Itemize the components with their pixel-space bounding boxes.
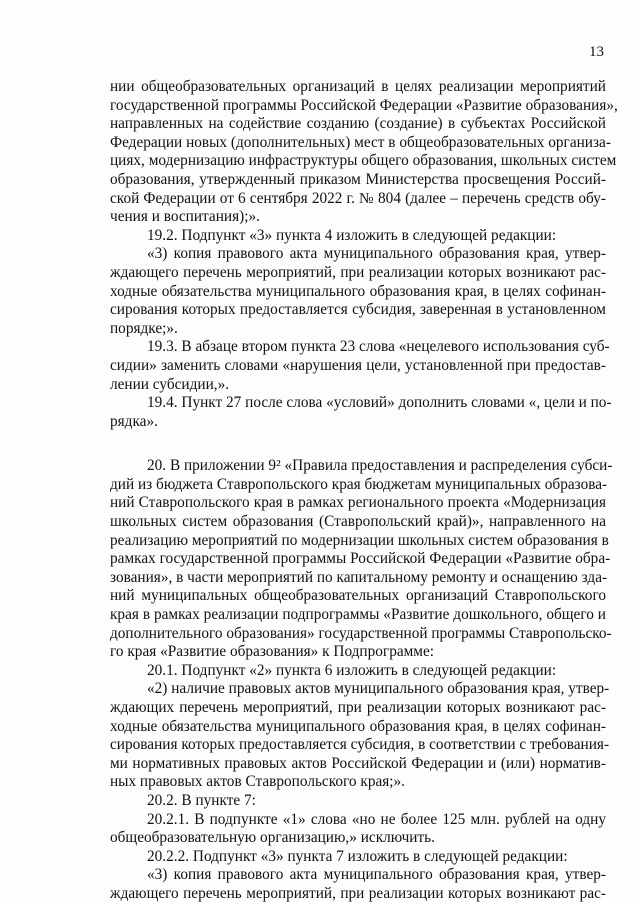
page-number: 13	[589, 44, 604, 60]
text-line: порядке;».	[110, 319, 178, 337]
text-line: ходные обязательства муниципального образования края, в целях софинан-	[110, 717, 606, 735]
text-line: зования», в части мероприятий по капитальному ремонту и оснащению зда-	[110, 568, 608, 586]
text-line: дополнительного образования» государственной программы Ставропольско-	[110, 624, 612, 642]
text-line: го края «Развитие образования» к Подпрограмме:	[110, 643, 435, 661]
text-line: 19.3. В абзаце втором пункта 23 слова «нецелевого использования суб-	[147, 338, 610, 356]
document-body	[110, 78, 618, 904]
text-line: общеобразовательную организацию,» исключить.	[110, 829, 435, 847]
text-line: 20.2. В пункте 7:	[147, 791, 256, 809]
text-line: ми нормативных правовых актов Российской Федерации и (или) норматив-	[110, 754, 606, 772]
text-line: ний Ставропольского края в рамках регионального проекта «Модернизация	[110, 494, 606, 512]
text-line: Федерации новых (дополнительных) мест в общеобразовательных организа-	[110, 133, 611, 151]
text-line: сидии» заменить словами «нарушения цели, установленной при предостав-	[110, 356, 606, 374]
text-line: ний муниципальных общеобразовательных организаций Ставропольского	[110, 587, 606, 605]
text-line: ской Федерации от 6 сентября 2022 г. № 804 (далее – перечень средств обу-	[110, 189, 606, 207]
text-line: лении субсидии,».	[110, 375, 230, 393]
text-line: 20.2.1. В подпункте «1» слова «но не более 125 млн. рублей на одну	[147, 810, 606, 828]
text-line: «2) наличие правовых актов муниципального образования края, утвер-	[147, 680, 610, 698]
text-line: реализацию мероприятий по модернизации школьных систем образования в	[110, 531, 609, 549]
text-line: ходные обязательства муниципального образования края, в целях софинан-	[110, 282, 606, 300]
text-line: чения и воспитания);».	[110, 208, 260, 226]
text-line: ждающего перечень мероприятий, при реализации которых возникают рас-	[110, 263, 606, 281]
text-line: сирования которых предоставляется субсидия, в соответствии с требования-	[110, 736, 610, 754]
text-line: 20. В приложении 9² «Правила предоставления и распределения субси-	[147, 457, 613, 475]
text-line: направленных на содействие созданию (создание) в субъектах Российской	[110, 115, 606, 133]
text-line: 19.2. Подпункт «3» пункта 4 изложить в следующей редакции:	[147, 226, 557, 244]
text-line: циях, модернизацию инфраструктуры общего образования, школьных систем	[110, 152, 617, 170]
text-line: ных правовых актов Ставропольского края;».	[110, 773, 406, 791]
text-line: 20.1. Подпункт «2» пункта 6 изложить в следующей редакции:	[147, 661, 557, 679]
text-line: дий из бюджета Ставропольского края бюджетам муниципальных образова-	[110, 475, 608, 493]
paragraph-spacer	[110, 431, 606, 457]
text-line: школьных систем образования (Ставропольский край)», направленного на	[110, 513, 606, 531]
text-line: сирования которых предоставляется субсидия, заверенная в установленном	[110, 301, 606, 319]
text-line: государственной программы Российской Федерации «Развитие образования»,	[110, 96, 618, 114]
text-line: ждающего перечень мероприятий, при реализации которых возникают рас-	[110, 884, 606, 902]
text-line: 20.2.2. Подпункт «3» пункта 7 изложить в следующей редакции:	[147, 847, 568, 865]
text-line: рядка».	[110, 412, 158, 430]
text-line: «3) копия правового акта муниципального образования края, утвер-	[147, 245, 606, 263]
text-line: ждающих перечень мероприятий, при реализации которых возникают рас-	[110, 699, 606, 716]
text-line: нии общеобразовательных организаций в целях реализации мероприятий	[110, 78, 606, 95]
text-line: 19.4. Пункт 27 после слова «условий» дополнить словами «, цели и по-	[147, 394, 612, 412]
text-line: «3) копия правового акта муниципального образования края, утвер-	[147, 866, 606, 884]
text-line: образования, утвержденный приказом Министерства просвещения Россий-	[110, 170, 606, 188]
text-line: рамках государственной программы Российской Федерации «Развитие обра-	[110, 550, 611, 568]
text-line: края в рамках реализации подпрограммы «Развитие дошкольного, общего и	[110, 606, 606, 624]
